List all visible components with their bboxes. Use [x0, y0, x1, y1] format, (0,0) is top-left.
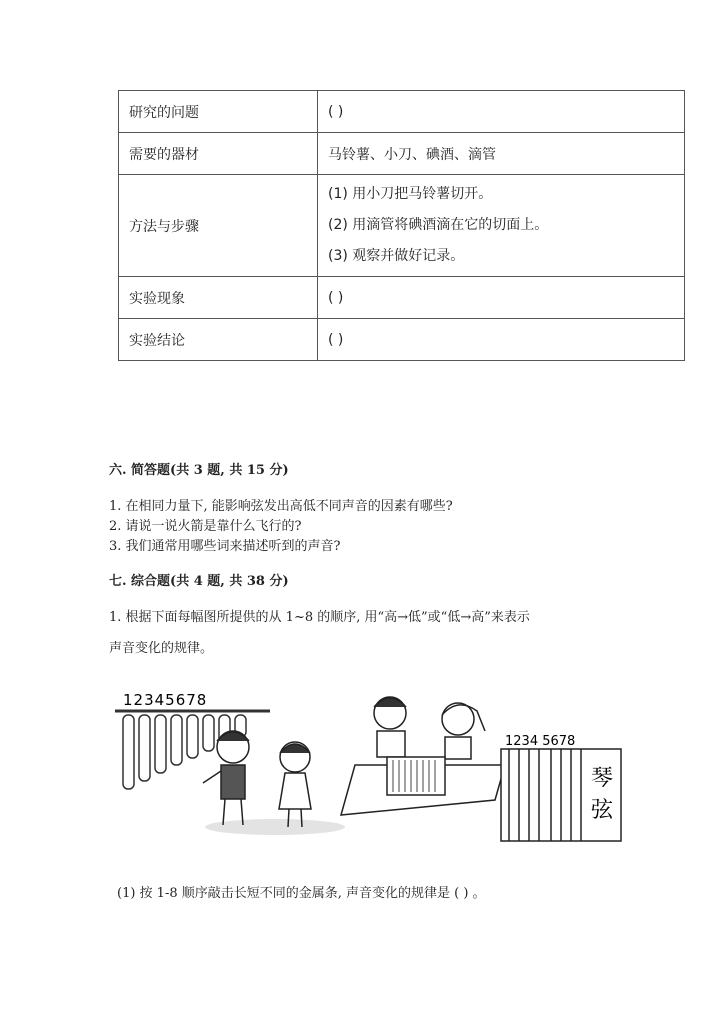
- section7-q1-line1: 1. 根据下面每幅图所提供的从 1~8 的顺序, 用“高→低”或“低→高”来表示: [109, 610, 530, 625]
- row-label: 需要的器材: [119, 133, 318, 175]
- step-item: (1) 用小刀把马铃薯切开。: [328, 186, 493, 202]
- row-label: 研究的问题: [119, 91, 318, 133]
- steps-cell: [318, 175, 685, 277]
- ground-shadow: [205, 819, 345, 835]
- string-label-1: 琴: [591, 766, 614, 791]
- row-value: ( ): [318, 319, 685, 361]
- string-label-2: 弦: [591, 798, 614, 823]
- row-label: 实验现象: [119, 277, 318, 319]
- row-label: 方法与步骤: [119, 175, 318, 277]
- table-row: [119, 175, 685, 277]
- section6-question: 1. 在相同力量下, 能影响弦发出高低不同声音的因素有哪些?: [109, 499, 453, 514]
- row-value: 马铃薯、小刀、碘酒、滴管: [318, 133, 685, 175]
- girl-figure: [279, 742, 311, 827]
- experiment-table: [118, 90, 685, 361]
- row-value: ( ): [318, 277, 685, 319]
- section7-title: 七. 综合题(共 4 题, 共 38 分): [109, 574, 289, 589]
- row-value: ( ): [318, 91, 685, 133]
- table-row: [119, 91, 685, 133]
- illustration: [105, 685, 625, 845]
- table-row: [119, 277, 685, 319]
- right-kids: [374, 697, 485, 759]
- section7-q1-line2: 声音变化的规律。: [109, 641, 214, 656]
- step-item: (2) 用滴管将碘酒滴在它的切面上。: [328, 217, 549, 233]
- section6-title: 六. 简答题(共 3 题, 共 15 分): [109, 463, 289, 478]
- table-row: [119, 133, 685, 175]
- section6-question: 3. 我们通常用哪些词来描述听到的声音?: [109, 539, 341, 554]
- table-row: [119, 319, 685, 361]
- section6-question: 2. 请说一说火箭是靠什么飞行的?: [109, 519, 302, 534]
- illustration-svg: [105, 685, 625, 845]
- row-label: 实验结论: [119, 319, 318, 361]
- chime-numbers: 12345678: [123, 691, 208, 709]
- string-box: [387, 757, 445, 795]
- section7-sub1: (1) 按 1-8 顺序敲击长短不同的金属条, 声音变化的规律是 ( ) 。: [117, 886, 486, 901]
- string-numbers: 1234 5678: [505, 734, 576, 749]
- step-item: (3) 观察并做好记录。: [328, 248, 465, 264]
